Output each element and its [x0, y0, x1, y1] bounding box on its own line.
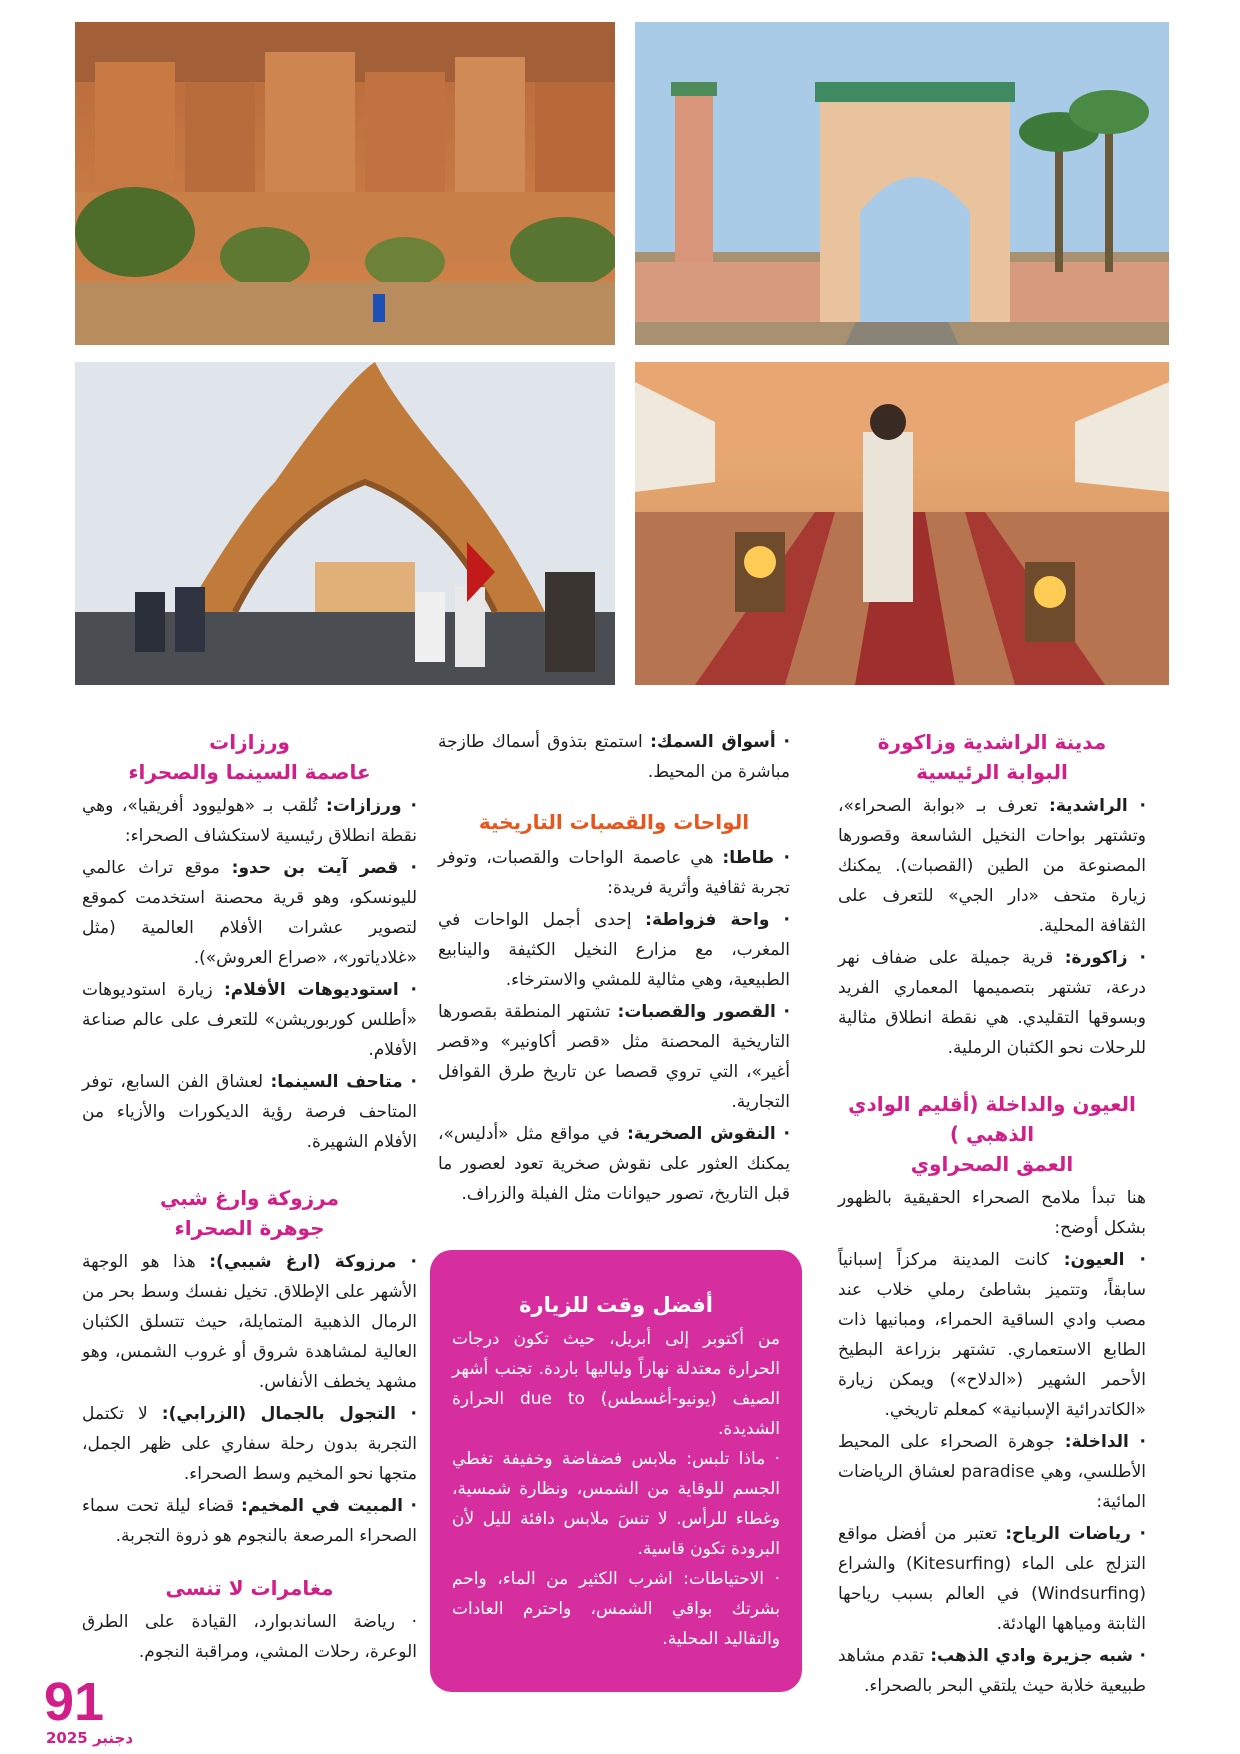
fezouata-lead: · واحة فزواطة: [645, 910, 790, 930]
rock-carvings-paragraph [438, 1119, 790, 1209]
issue-date: دجنبر 2025 [46, 1729, 134, 1747]
best-time-box [430, 1250, 802, 1692]
best-time-title: أفضل وقت للزيارة [519, 1293, 713, 1317]
ouarzazate-text: تُلقب بـ «هوليوود أفريقيا»، وهي نقطة انطلاق رئيسية لاستكشاف الصحراء: [82, 796, 417, 846]
rachidia-text: تعرف بـ «بوابة الصحراء»، وتشتهر بواحات النخيل الشاسعة وقصورها المصنوعة من الطين (القصبات). يمكنك زيارة متحف «دار الجي» للتعرف على الثقافة المحلية. [838, 796, 1146, 936]
merzouga-heading-line1: مرزوكة وارغ شبي [160, 1186, 339, 1210]
camel-trek-paragraph [82, 1399, 417, 1489]
merzouga-paragraph [82, 1247, 417, 1397]
rachidia-lead: · الراشدية: [1049, 796, 1146, 816]
oued-dahab-text: تقدم مشاهد طبيعية خلابة حيث يلتقي البحر بالصحراء. [838, 1646, 1146, 1696]
adventures-heading: مغامرات لا تنسى [165, 1576, 334, 1600]
desert-camp-photo [635, 362, 1169, 685]
dakhla-text: جوهرة الصحراء على المحيط الأطلسي، وهي paradise لعشاق الرياضات المائية: [838, 1432, 1146, 1512]
fezouata-paragraph [438, 905, 790, 995]
cinema-museums-paragraph [82, 1067, 417, 1157]
laayoune-heading [838, 1089, 1146, 1179]
rachidia-paragraph [838, 791, 1146, 941]
film-studios-paragraph [82, 975, 417, 1065]
desert-gate-image [75, 362, 615, 685]
ouarzazate-heading-line1: ورزازات [209, 730, 290, 754]
ksour-text: تشتهر المنطقة بقصورها التاريخية المحصنة مثل «قصر أكاونير» و«قصر أغير»، التي تروي قصصا عن تاريخ طرق القوافل التجارية. [438, 1002, 790, 1112]
wind-sports-text: تعتبر من أفضل مواقع التزلج على الماء (Kitesurfing) والشراع (Windsurfing) في العالم بسبب رياحها الثابتة ومياهها الهادئة. [838, 1524, 1146, 1634]
left-column [82, 727, 417, 1669]
zagora-lead: · زاكورة: [1064, 948, 1146, 968]
kasbah-photo [75, 22, 615, 345]
cinema-museums-lead: · متاحف السينما: [270, 1072, 418, 1092]
cinema-museums-text: لعشاق الفن السابع، توفر المتاحف فرصة رؤية الديكورات والأزياء من الأفلام الشهيرة. [82, 1072, 417, 1152]
merzouga-heading-line2: جوهرة الصحراء [174, 1216, 325, 1240]
zagora-text: قرية جميلة على ضفاف نهر درعة، تشتهر بتصميمها المعماري الفريد وبسوقها التقليدي. هي نقطة انطلاق مثالية للرحلات نحو الكثبان الرملية. [838, 948, 1146, 1058]
desert-gate-photo [75, 362, 615, 685]
ouarzazate-paragraph [82, 791, 417, 851]
tata-paragraph [438, 843, 790, 903]
merzouga-heading [82, 1183, 417, 1243]
ait-ben-haddou-text: موقع تراث عالمي لليونسكو، وهو قرية محصنة استخدمت كموقع لتصوير عشرات الأفلام العالمية (مثل «غلادياتور»، «صراع العروش»). [82, 858, 417, 968]
city-gate-photo [635, 22, 1169, 345]
rachidia-heading [838, 727, 1146, 787]
camel-trek-text: لا تكتمل التجربة بدون رحلة سفاري على ظهر الجمل، متجها نحو المخيم وسط الصحراء. [82, 1404, 417, 1484]
desert-camp-image [635, 362, 1169, 685]
rock-carvings-lead: · النقوش الصخرية: [627, 1124, 791, 1144]
rock-carvings-text: في مواقع مثل «أدليس»، يمكنك العثور على نقوش صخرية تعود لعصور ما قبل التاريخ، تصور حيوانات مثل الفيلة والزراف. [438, 1124, 790, 1204]
kasbah-image [75, 22, 615, 345]
ksour-lead: · القصور والقصبات: [617, 1002, 790, 1022]
rachidia-heading-line1: مدينة الراشدية وزاكورة [877, 730, 1107, 754]
dakhla-paragraph [838, 1427, 1146, 1517]
zagora-paragraph [838, 943, 1146, 1063]
ait-ben-haddou-paragraph [82, 853, 417, 973]
film-studios-lead: · استوديوهات الأفلام: [223, 980, 417, 1000]
camp-overnight-lead: · المبيت في المخيم: [241, 1496, 417, 1516]
page-number: 91 [44, 1672, 105, 1732]
fish-market-text: استمتع بتذوق أسماك طازجة مباشرة من المحيط. [438, 732, 790, 782]
laayoune-text: كانت المدينة مركزاً إسبانياً سابقاً، وتتميز بشاطئ رملي خلاب عند مصب وادي الساقية الحمراء، ومبانيها ذات الطابع الاستعماري. تشتهر بزراعة البطيخ الأحمر الشهير («الدلاح») ويمكن زيارة «الكاتدرائية الإسبانية» كمعلم تاريخي. [838, 1250, 1146, 1420]
merzouga-text: هذا هو الوجهة الأشهر على الإطلاق. تخيل نفسك وسط بحر من الرمال الذهبية المتمايلة، حيث تتسلق الكثبان العالية لمشاهدة شروق أو غروب الشمس، وهو مشهد يخطف الأنفاس. [82, 1252, 417, 1392]
tata-text: هي عاصمة الواحات والقصبات، وتوفر تجربة ثقافية وأثرية فريدة: [438, 848, 790, 898]
ksour-paragraph [438, 997, 790, 1117]
oued-dahab-lead: · شبه جزيرة وادي الذهب: [930, 1646, 1146, 1666]
laayoune-heading-line1: العيون والداخلة (أقليم الوادي الذهبي ) [848, 1092, 1136, 1146]
precautions-paragraph: · الاحتياطات: اشرب الكثير من الماء، واحم بشرتك بواقي الشمس، واحترم العادات والتقاليد المحلية. [452, 1569, 780, 1649]
camp-overnight-paragraph [82, 1491, 417, 1551]
laayoune-intro: هنا تبدأ ملامح الصحراء الحقيقية بالظهور بشكل أوضح: [838, 1188, 1146, 1238]
laayoune-paragraph [838, 1245, 1146, 1425]
film-studios-text: زيارة استوديوهات «أطلس كوربوريشن» للتعرف على عالم صناعة الأفلام. [82, 980, 417, 1060]
middle-column [438, 727, 790, 1211]
ouarzazate-lead: · ورزازات: [326, 796, 417, 816]
laayoune-lead: · العيون: [1063, 1250, 1146, 1270]
oued-dahab-paragraph [838, 1641, 1146, 1701]
fish-market-lead: · أسواق السمك: [650, 732, 791, 752]
wind-sports-paragraph [838, 1519, 1146, 1639]
adventures-paragraph: · رياضة الساندبوارد، القيادة على الطرق الوعرة، رحلات المشي، ومراقبة النجوم. [82, 1612, 417, 1662]
right-column [838, 727, 1146, 1703]
tata-lead: · طاطا: [722, 848, 790, 868]
ouarzazate-heading-line2: عاصمة السينما والصحراء [128, 760, 371, 784]
laayoune-heading-line2: العمق الصحراوي [910, 1152, 1074, 1176]
ait-ben-haddou-lead: · قصر آيت بن حدو: [231, 858, 417, 878]
fezouata-text: إحدى أجمل الواحات في المغرب، مع مزارع النخيل الكثيفة والينابيع الطبيعية، وهي مثالية للمشي والاسترخاء. [438, 910, 790, 990]
dakhla-lead: · الداخلة: [1064, 1432, 1146, 1452]
fish-market-paragraph [438, 727, 790, 787]
oases-heading: الواحات والقصبات التاريخية [478, 810, 750, 834]
wind-sports-lead: · رياضات الرياح: [1005, 1524, 1146, 1544]
camel-trek-lead: · التجول بالجمال (الزرابي): [161, 1404, 417, 1424]
city-gate-image [635, 22, 1169, 345]
what-to-wear-paragraph: · ماذا تلبس: ملابس فضفاضة وخفيفة تغطي الجسم للوقاية من الشمس، ونظارة شمسية، وغطاء للرأس. لا تنسَ ملابس دافئة لليل لأن البرودة تكون قاسية. [452, 1449, 780, 1559]
rachidia-heading-line2: البوابة الرئيسية [916, 760, 1068, 784]
camp-overnight-text: قضاء ليلة تحت سماء الصحراء المرصعة بالنجوم هو ذروة التجربة. [82, 1496, 417, 1546]
ouarzazate-heading [82, 727, 417, 787]
merzouga-lead: · مرزوكة (ارغ شيبي): [209, 1252, 417, 1272]
best-time-paragraph: من أكتوبر إلى أبريل، حيث تكون درجات الحرارة معتدلة نهاراً ولياليها باردة. تجنب أشهر الصيف (يونيو-أغسطس) due to الحرارة الشديدة. [452, 1329, 781, 1439]
